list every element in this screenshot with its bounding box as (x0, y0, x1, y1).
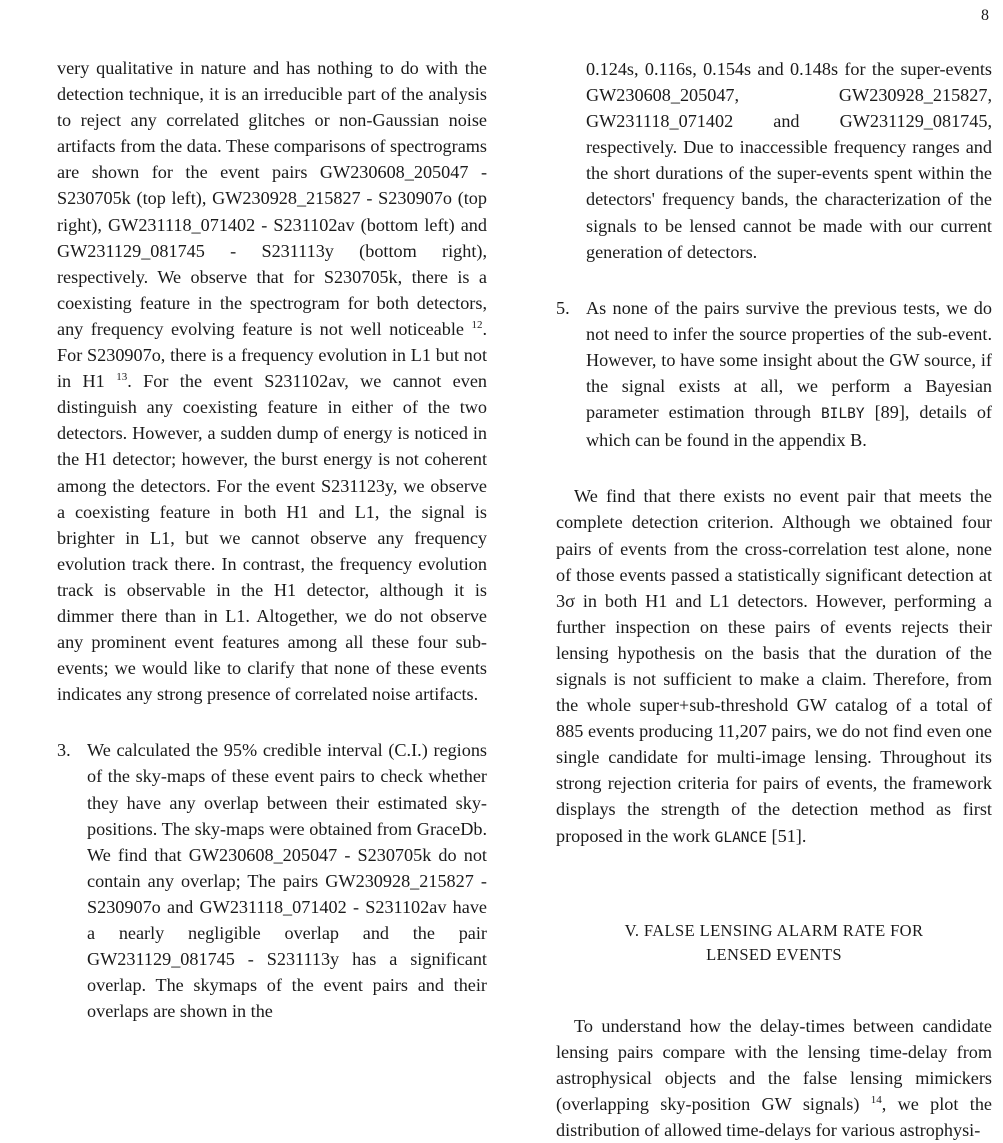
list-item-5 (556, 295, 992, 454)
footnote-marker[interactable]: 14 (870, 1093, 882, 1106)
text-run: To understand how the delay-times between candidate lensing pairs compare with the lensing time-delay from astrophysical objects and the false lensing mimickers (overlapping sky-position GW signals) (556, 1015, 992, 1114)
list-item-4-continued (556, 56, 992, 265)
section-heading-line: LENSED EVENTS (706, 944, 842, 964)
section-heading (556, 919, 992, 967)
left-column (57, 55, 487, 1024)
text-run: , we plot the distribution of allowed time-delays for various astrophysi- (556, 1093, 992, 1140)
paragraph-text: very qualitative in nature and has nothing to do with the detection technique, it is an irreducible part of the analysis to reject any correlated glitches or non-Gaussian noise artifacts from the data. These comparisons of spectrograms are shown for the event pairs GW230608_205047 - S230705k (top left), GW230928_215827 - S230907o (top right), GW231118_071402 - S231102av (bottom left) and GW231129_081745 - S231113y (bottom right), respectively. We observe that for S230705k, there is a coexisting feature in the spectrogram for both detectors, any frequency evolving feature is not well noticeable (57, 58, 487, 339)
section-heading-line: V. FALSE LENSING ALARM RATE FOR (624, 920, 924, 940)
list-item-number: 5. (556, 297, 570, 318)
page-number: 8 (981, 7, 989, 24)
paragraph-section-intro (556, 1013, 992, 1143)
footnote-marker[interactable]: 12 (471, 318, 483, 331)
text-run: [89], details of which can be found in the appendix B. (586, 402, 992, 451)
list-item-text: We calculated the 95% credible interval (C.I.) regions of the sky-maps of these event pairs to check whether they have any overlap between their estimated sky-positions. The sky-maps were obtained from GraceDb. We find that GW230608_205047 - S230705k do not contain any overlap; The pairs GW230928_215827 - S230907o and GW231118_071402 - S231102av have a nearly negligible overlap and the pair GW231129_081745 - S231113y has a significant overlap. The skymaps of the event pairs and their overlaps are shown in the (87, 740, 487, 1022)
paragraph-results (556, 483, 992, 850)
paragraph-text: . For the event S231102av, we cannot even distinguish any coexisting feature in either of the two detectors. However, a sudden dump of energy is noticed in the H1 detector; however, the burst energy is not coherent among the detectors. For the event S231123y, we observe a coexisting feature in both H1 and L1, the signal is brighter in L1, but we cannot observe any frequency evolution track there. In contrast, the frequency evolution track is observable in the H1 detector, although it is dimmer there than in L1. Altogether, we do not observe any prominent event features among all these four sub-events; we would like to clarify that none of these events indicates any strong presence of correlated noise artifacts. (57, 371, 487, 705)
text-run: We find that there exists no event pair that meets the complete detection criterion. Although we obtained four pairs of events from the cross-correlation test alone, none of those events passed a statistically significant detection at 3σ in both H1 and L1 detectors. However, performing a further inspection on these pairs of events rejects their lensing hypothesis on the basis that the duration of the signals is not sufficient to make a claim. Therefore, from the whole super+sub-threshold GW catalog of a total of 885 events producing 11,207 pairs, we do not find even one single candidate for multi-image lensing. Throughout its strong rejection criteria for pairs of events, the framework displays the strength of the detection method as first proposed in the work (556, 486, 992, 846)
list-item-3 (57, 737, 487, 1024)
paragraph-text: . For S230907o, there is a frequency evolution in L1 but not in H1 (57, 318, 487, 392)
list-item-number: 3. (57, 740, 71, 761)
code-name-bilby: BILBY (820, 406, 865, 423)
code-name-glance: GLANCE (714, 829, 767, 846)
footnote-marker[interactable]: 13 (116, 371, 128, 384)
list-item-text: 0.124s, 0.116s, 0.154s and 0.148s for the super-events GW230608_205047, GW230928_215827, GW231118_071402 and GW231129_081745, respectively. Due to inaccessible frequency ranges and the short durations of the super-events spent within the detectors' frequency bands, the characterization of the signals to be lensed cannot be made with our current generation of detectors. (586, 59, 992, 262)
right-column (556, 56, 992, 1143)
list-item-text (586, 295, 992, 454)
text-run: As none of the pairs survive the previous tests, we do not need to infer the source properties of the sub-event. However, to have some insight about the GW source, if the signal exists at all, we perform a Bayesian parameter estimation through (586, 297, 992, 423)
text-run: [51]. (767, 825, 807, 846)
paragraph-spectrogram-comparison (57, 55, 487, 707)
